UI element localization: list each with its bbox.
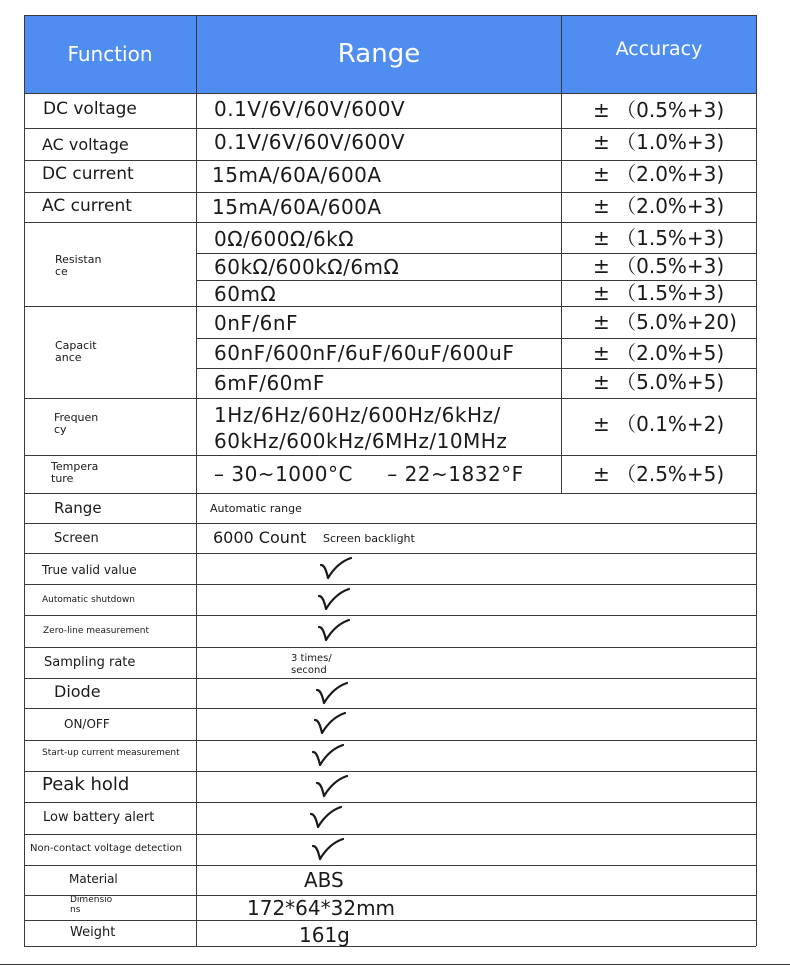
checkmark-icon [312,743,344,769]
accuracy-value: ± （2.5%+5) [593,462,725,486]
function-label: ON/OFF [64,717,110,731]
row-divider [24,493,756,494]
accuracy-value: ± （5.0%+5) [593,370,725,394]
accuracy-value: ± （2.0%+3) [593,194,725,218]
row-divider [24,771,756,772]
accuracy-value: ± （0.1%+2) [593,412,725,436]
accuracy-value: ± （5.0%+20) [593,310,737,334]
function-label: Screen [54,531,99,546]
sub-row-divider [196,368,756,369]
accuracy-value: ± （2.0%+5) [593,341,725,365]
feature-value: 6000 Count [213,528,307,547]
range-value: 60kΩ/600kΩ/6mΩ [214,255,400,279]
checkmark-icon [320,556,352,582]
feature-value: 161g [299,923,350,947]
function-label: AC current [42,196,132,216]
checkmark-icon [314,711,346,737]
sub-row-divider [196,280,756,281]
sub-row-divider [196,253,756,254]
sub-row-divider [196,338,756,339]
right-border [756,15,757,946]
function-label: Frequen cy [54,411,99,437]
column-divider-2 [561,15,562,493]
accuracy-value: ± （0.5%+3) [593,98,725,122]
row-divider [24,708,756,709]
function-label: Start-up current measurement [42,748,180,758]
top-border [24,15,756,16]
checkmark-icon [318,587,350,613]
header-range: Range [196,15,561,93]
function-label: True valid value [42,563,137,577]
row-divider [24,920,756,921]
range-value: 60mΩ [214,282,277,306]
function-label: Automatic shutdown [42,595,135,605]
row-divider [24,802,756,803]
function-label: Range [54,499,102,517]
feature-value: 172*64*32mm [247,896,396,920]
range-value: 0Ω/600Ω/6kΩ [214,227,355,251]
function-label: Diode [54,682,101,701]
feature-value-secondary: Screen backlight [323,532,415,545]
feature-value: 3 times/ second [291,653,332,676]
row-divider [24,740,756,741]
range-value: 60nF/600nF/6uF/60uF/600uF [214,341,515,365]
accuracy-value: ± （0.5%+3) [593,254,725,278]
range-value: – 30~1000°C – 22~1832°F [214,462,524,486]
function-label: Non-contact voltage detection [30,843,182,854]
row-divider [24,398,756,399]
row-divider [24,192,756,193]
accuracy-value: ± （1.5%+3) [593,281,725,305]
left-border [24,15,25,946]
accuracy-value: ± （1.5%+3) [593,226,725,250]
checkmark-icon [316,774,348,800]
feature-value: ABS [304,868,344,892]
function-label: Material [69,872,118,886]
header-accuracy: Accuracy [561,15,756,93]
row-divider [24,647,756,648]
column-divider-1 [196,15,197,946]
range-value: 15mA/60A/600A [212,163,382,187]
range-value: 1Hz/6Hz/60Hz/600Hz/6kHz/ 60kHz/600kHz/6MHz/10MHz [214,403,508,453]
page-bottom-rule [0,964,790,965]
function-label: Weight [70,925,116,940]
row-divider [24,678,756,679]
range-value: 0.1V/6V/60V/600V [214,130,406,154]
function-label: Sampling rate [44,655,136,670]
checkmark-icon [316,681,348,707]
row-divider [24,160,756,161]
row-divider [24,455,756,456]
row-divider [24,128,756,129]
checkmark-icon [318,618,350,644]
function-label: AC voltage [42,135,129,154]
row-divider [24,615,756,616]
row-divider [24,865,756,866]
function-label: DC voltage [43,99,137,119]
function-label: Tempera ture [51,460,99,486]
function-label: Peak hold [42,774,130,795]
accuracy-value: ± （1.0%+3) [593,130,725,154]
row-divider [24,553,756,554]
function-label: DC current [42,164,134,184]
accuracy-value: ± （2.0%+3) [593,162,725,186]
function-label: Dimensio ns [70,895,113,915]
range-value: 0nF/6nF [214,311,299,335]
row-divider [24,306,756,307]
function-label: Low battery alert [43,810,155,825]
range-value: 0.1V/6V/60V/600V [214,97,406,121]
function-label: Resistan ce [55,253,102,279]
range-value: 15mA/60A/600A [212,195,382,219]
function-label: Zero-line measurement [43,626,150,636]
function-label: Capacit ance [55,339,97,365]
header-bottom-border [24,93,756,94]
row-divider [24,946,756,947]
checkmark-icon [310,805,342,831]
checkmark-icon [312,837,344,863]
feature-value: Automatic range [210,502,302,515]
row-divider [24,834,756,835]
row-divider [24,584,756,585]
header-function: Function [24,15,196,93]
row-divider [24,222,756,223]
range-value: 6mF/60mF [214,371,325,395]
row-divider [24,523,756,524]
